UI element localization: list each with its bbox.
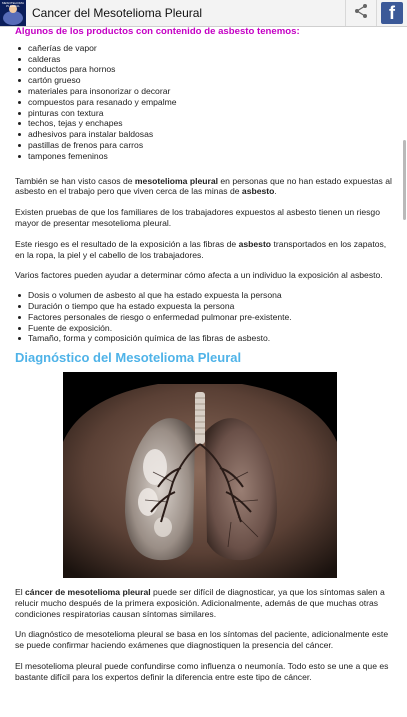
facebook-icon: f — [381, 2, 403, 24]
paragraph-5 — [15, 587, 397, 619]
list-item: adhesivos para instalar baldosas — [28, 129, 397, 140]
action-bar — [0, 0, 407, 27]
app-logo-text-1: MESOTELIOMA — [1, 1, 25, 5]
share-icon — [353, 3, 369, 24]
factors-list — [15, 290, 397, 344]
app-logo-text-2: PLEURAL — [6, 4, 20, 8]
products-heading: Algunos de los productos con contenido de asbesto tenemos: — [15, 26, 300, 37]
list-item: calderas — [28, 54, 397, 65]
text-run-bold: cáncer de mesotelioma pleural — [25, 586, 151, 597]
list-item: pastillas de frenos para carros — [28, 140, 397, 151]
paragraph-7: El mesotelioma pleural puede confundirse como influenza o neumonía. Todo esto se une a que es bastante difícil para los expertos definir la diferencia entre este tipo de cáncer. — [15, 660, 389, 682]
diagnosis-heading: Diagnóstico del Mesotelioma Pleural — [15, 350, 242, 366]
paragraph-6: Un diagnóstico de mesotelioma pleural se basa en los síntomas del paciente, adicionalmente este se puede confirmar haciendo exámenes que diagnostiquen la presencia del cáncer. — [15, 629, 389, 651]
text-run: puede ser difícil de diagnosticar, ya que los síntomas salen a relucir mucho después de la primera exposición. Adicionalmente, además de que muchas otras condiciones respiratorias causan síntomas similares. — [15, 586, 385, 619]
paragraph-3 — [15, 239, 397, 261]
list-item: cañerías de vapor — [28, 43, 397, 54]
list-item: compuestos para resanado y empalme — [28, 97, 397, 108]
list-item: Tamaño, forma y composición química de las fibras de asbesto. — [28, 333, 397, 344]
text-run: También se han visto casos de — [15, 175, 135, 186]
list-item: pinturas con textura — [28, 108, 397, 119]
text-run: . — [274, 186, 277, 197]
list-item: techos, tejas y enchapes — [28, 118, 397, 129]
list-item: Duración o tiempo que ha estado expuesta la persona — [28, 301, 397, 312]
paragraph-4: Varios factores pueden ayudar a determinar cómo afecta a un individuo la exposición al asbesto. — [15, 270, 383, 281]
list-item: cartón grueso — [28, 75, 397, 86]
text-run: El — [15, 586, 26, 597]
list-item: materiales para insonorizar o decorar — [28, 86, 397, 97]
share-button[interactable] — [345, 0, 376, 26]
paragraph-1 — [15, 176, 397, 198]
facebook-button[interactable] — [376, 0, 407, 26]
text-run-bold: mesotelioma pleural — [134, 175, 219, 186]
text-run: Este riesgo es el resultado de la exposición a las fibras de — [15, 238, 239, 249]
list-item: tampones femeninos — [28, 151, 397, 162]
paragraph-2: Existen pruebas de que los familiares de los trabajadores expuestos al asbesto tienen un riesgo mayor de presentar mesotelioma pleural. — [15, 207, 380, 228]
list-item: Fuente de exposición. — [28, 323, 397, 334]
lungs-illustration — [63, 372, 337, 578]
products-list — [15, 43, 397, 162]
text-run: transportados en los zapatos, en la ropa, la piel y el cabello de los trabajadores. — [15, 238, 387, 260]
text-run-bold: asbesto — [238, 238, 272, 249]
scrollbar-thumb[interactable] — [403, 140, 406, 220]
app-logo-icon — [0, 0, 26, 26]
list-item: Dosis o volumen de asbesto al que ha estado expuesta la persona — [28, 290, 397, 301]
app-title: Cancer del Mesotelioma Pleural — [32, 6, 203, 20]
text-run-bold: asbesto — [241, 186, 275, 197]
text-run: en personas que no han estado expuestas al asbesto en el trabajo pero que viven cerca de las minas de — [15, 175, 392, 197]
list-item: Factores personales de riesgo o enfermedad pulmonar pre-existente. — [28, 312, 397, 323]
list-item: conductos para hornos — [28, 64, 397, 75]
article-content — [15, 27, 397, 683]
